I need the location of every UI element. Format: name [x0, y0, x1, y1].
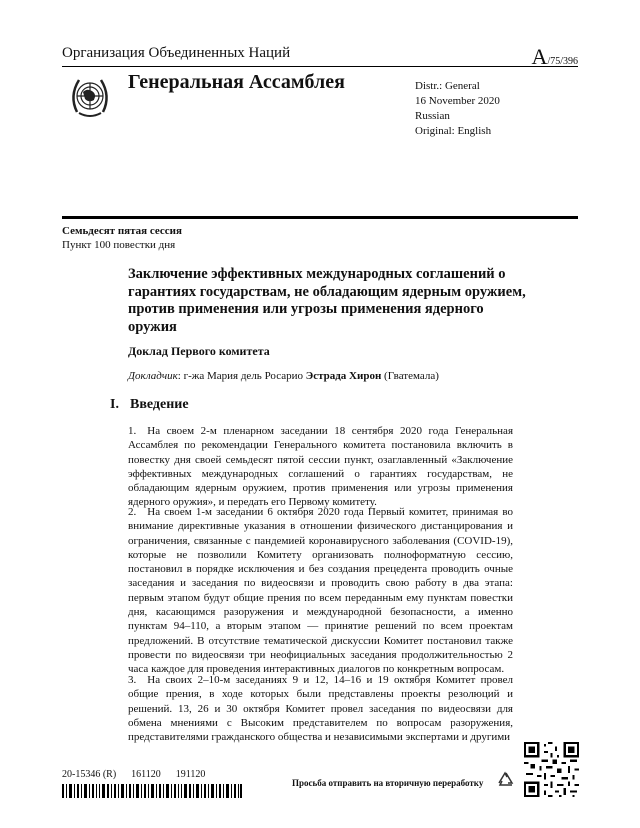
header-rule — [62, 66, 578, 67]
qr-code-icon — [524, 742, 579, 797]
session-info — [62, 224, 182, 252]
rapporteur-line — [128, 370, 439, 382]
rapporteur-label: Докладчик — [128, 370, 178, 382]
section-heading — [110, 397, 189, 413]
agenda-item-line: Пункт 100 повестки дня — [62, 239, 176, 251]
original-line: Original: English — [415, 125, 492, 137]
distr-line: Distr.: General — [415, 80, 480, 92]
session-line: Семьдесят пятая сессия — [62, 225, 182, 237]
section-title: Введение — [130, 397, 189, 412]
rapporteur-surname: Эстрада Хирон — [305, 370, 382, 382]
section-number: I. — [110, 397, 119, 412]
un-emblem-icon — [65, 72, 115, 122]
assembly-title: Генеральная Ассамблея — [128, 71, 345, 93]
rapporteur-before: : г-жа Мария дель Росарио — [177, 370, 306, 382]
paragraph-3: 3. На своих 2–10-м заседаниях 9 и 12, 14–16 и 19 октября Комитет провел общие прения, в ходе которых были представлены проекты резолюций и решений. 13, 26 и 30 октября Комитет провел заседания по видеосвязи для обмена мнениями с Высоким представителем по вопросам разоружения, представителями гражданского общества и независимыми экспертами и другими — [128, 674, 513, 744]
recycle-notice: Просьба отправить на вторичную переработку — [292, 778, 484, 788]
thick-rule — [62, 216, 578, 219]
paragraph-2: 2. На своем 1-м заседании 6 октября 2020 года Первый комитет, принимая во внимание директивные указания в отношении физического дистанцирования и ограничения, связанные с пандемией коронавирусного заболевания (COVID-19), которые не позволили Комитету организовать полноформатную сессию, постановил в порядке исключения и без создания прецедента проводить очные заседания и заседания по видеосвязи и проводить свою работу в два этапа: первым этапом будут общие прения по всем переданным ему пунктам повестки дня, касающимся разоружения и международной безопасности, а именно пунктам 94–110, а вторым этапом — принятие решений по всем проектам предложений. В отсутствие тематической дискуссии Комитет постановил также провести по видеосвязи три неофициальных заседания продолжительностью 2 часа каждое для проведения интерактивных диалогов по конкретным вопросам. — [128, 506, 513, 676]
report-heading: Доклад Первого комитета — [128, 344, 270, 358]
barcode-icon — [62, 784, 242, 798]
paragraph-1: 1. На своем 2-м пленарном заседании 18 сентября 2020 года Генеральная Ассамблея по рекомендации Генерального комитета постановила включить в повестку дня своей семьдесят пятой сессии пункт, озаглавленный «Заключение эффективных международных соглашений о гарантиях государствам, не обладающим ядерным оружием, против применения или угрозы применения ядерного оружия», и передать его Первому комитету. — [128, 425, 513, 509]
organization-name: Организация Объединенных Наций — [62, 45, 291, 61]
distribution-info — [415, 79, 500, 139]
rapporteur-country: (Гватемала) — [381, 370, 439, 382]
symbol-number: /75/396 — [547, 56, 578, 67]
language-line: Russian — [415, 110, 450, 122]
date-line: 16 November 2020 — [415, 95, 500, 107]
recycle-icon — [495, 770, 517, 792]
symbol-letter: A — [531, 44, 548, 69]
document-title: Заключение эффективных международных соглашений о гарантиях государствам, не обладающим ядерным оружием, против применения или угрозы применения ядерного оружия — [128, 266, 526, 335]
document-job-number: 20-15346 (R) 161120 191120 — [62, 769, 206, 780]
